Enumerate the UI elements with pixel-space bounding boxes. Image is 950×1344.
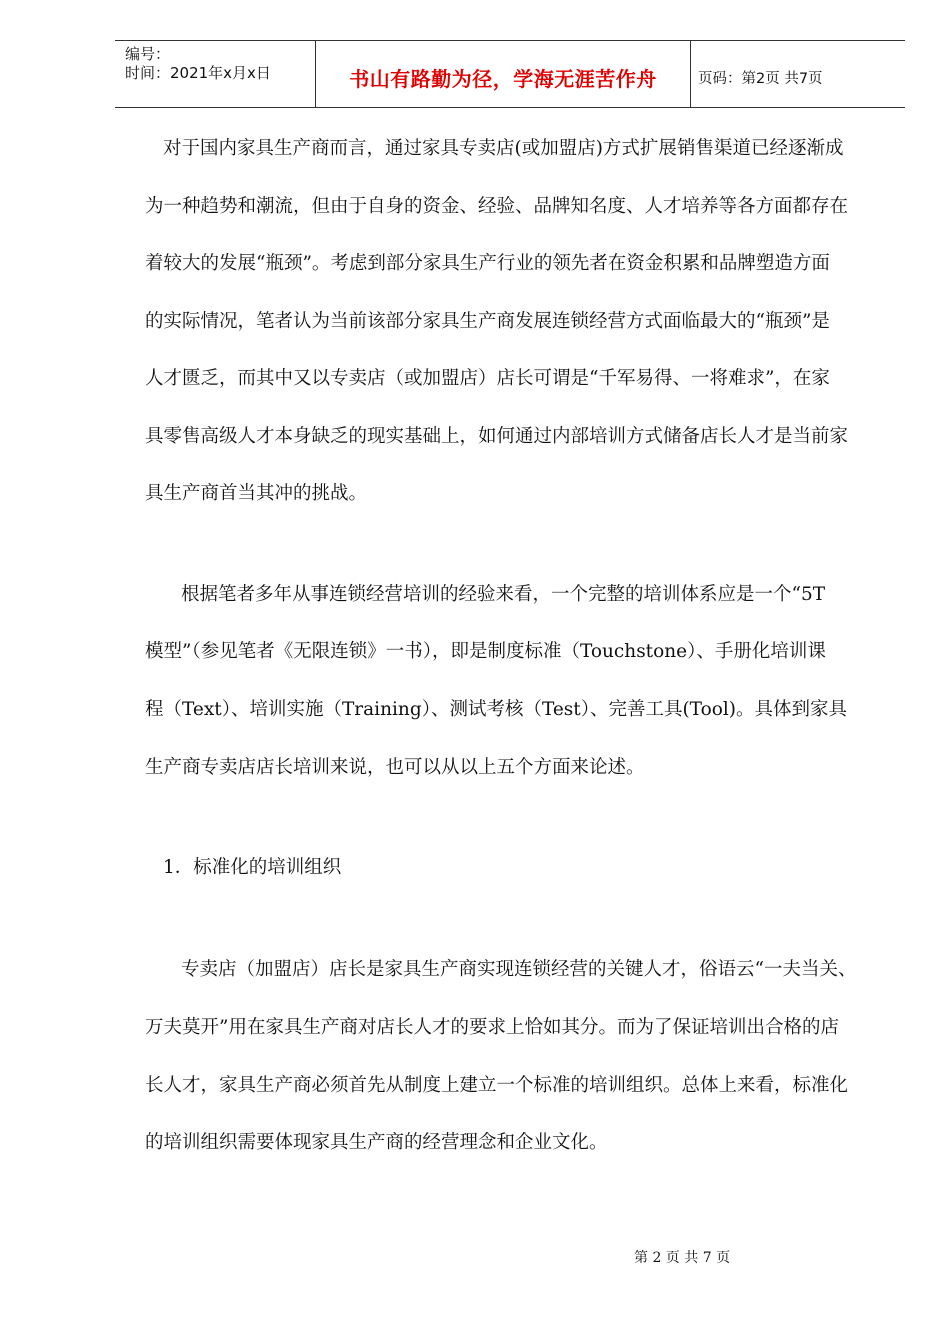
- paragraph-3-line-2: 万夫莫开”用在家具生产商对店长人才的要求上恰如其分。而为了保证培训出合格的店: [145, 1017, 839, 1038]
- header-meta-cell: [115, 41, 315, 107]
- header-motto: 书山有路勤为径，学海无涯苦作舟: [349, 67, 657, 91]
- page-header: [115, 40, 905, 108]
- paragraph-1-line-3: 着较大的发展“瓶颈”。考虑到部分家具生产行业的领先者在资金积累和品牌塑造方面: [145, 253, 830, 274]
- section-heading: 1．标准化的培训组织: [163, 857, 342, 878]
- paragraph-2-line-3: 程（Text）、培训实施（Training）、测试考核（Test）、完善工具(Tool)。具体到家具: [145, 699, 847, 720]
- paragraph-3-line-4: 的培训组织需要体现家具生产商的经营理念和企业文化。: [145, 1132, 608, 1153]
- paragraph-2-line-2: 模型”（参见笔者《无限连锁》一书），即是制度标准（Touchstone）、手册化培训课: [145, 641, 826, 662]
- header-page-cell: [690, 41, 905, 107]
- footer-page-number: 第 2 页 共 7 页: [634, 1250, 731, 1266]
- header-motto-cell: [315, 41, 691, 107]
- paragraph-1-line-4: 的实际情况，笔者认为当前该部分家具生产商发展连锁经营方式面临最大的“瓶颈”是: [145, 311, 830, 332]
- paragraph-3-line-3: 长人才，家具生产商必须首先从制度上建立一个标准的培训组织。总体上来看，标准化: [145, 1075, 849, 1096]
- header-page-info: 页码：第2页 共7页: [698, 71, 823, 87]
- paragraph-1-line-2: 为一种趋势和潮流，但由于自身的资金、经验、品牌知名度、人才培养等各方面都存在: [145, 196, 849, 217]
- paragraph-1-line-5: 人才匮乏，而其中又以专卖店（或加盟店）店长可谓是“千军易得、一将难求”，在家: [145, 368, 830, 389]
- document-time-label: 时间：2021年x月x日: [125, 64, 271, 82]
- paragraph-2-line-1: 根据笔者多年从事连锁经营培训的经验来看，一个完整的培训体系应是一个“5T: [181, 584, 826, 605]
- paragraph-2-line-4: 生产商专卖店店长培训来说，也可以从以上五个方面来论述。: [145, 757, 645, 778]
- paragraph-1-line-1: 对于国内家具生产商而言，通过家具专卖店(或加盟店)方式扩展销售渠道已经逐渐成: [163, 138, 844, 159]
- paragraph-1-line-6: 具零售高级人才本身缺乏的现实基础上，如何通过内部培训方式储备店长人才是当前家: [145, 426, 849, 447]
- paragraph-1-line-7: 具生产商首当其冲的挑战。: [145, 483, 368, 504]
- paragraph-3-line-1: 专卖店（加盟店）店长是家具生产商实现连锁经营的关键人才，俗语云“一夫当关、: [181, 959, 857, 980]
- document-number-label: 编号：: [125, 45, 171, 63]
